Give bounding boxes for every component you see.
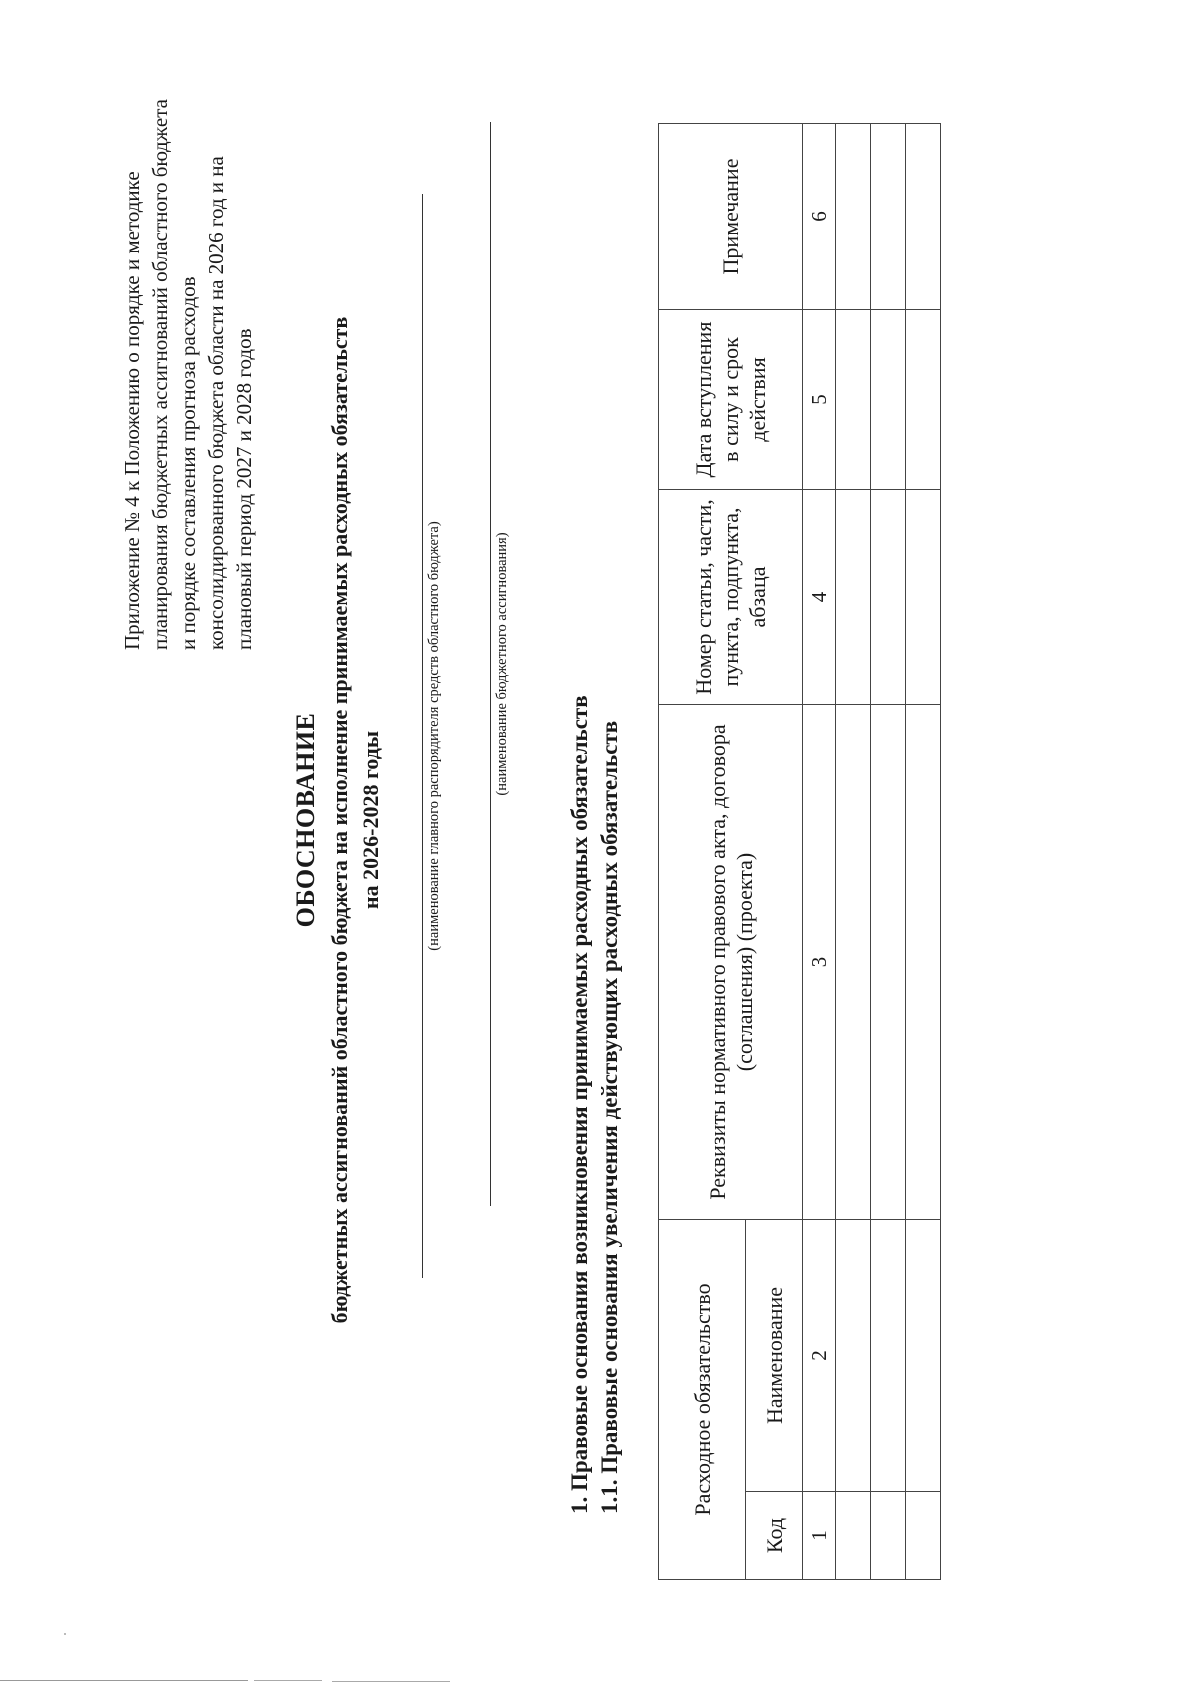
scan-artifact-line <box>254 1680 322 1681</box>
table-cell <box>906 1219 941 1491</box>
table-row <box>836 123 871 1579</box>
table-cell <box>906 123 941 309</box>
table-cell <box>906 309 941 489</box>
table-cell <box>836 1219 871 1491</box>
header-obligation-group: Расходное обязательство <box>659 1219 746 1579</box>
table-row <box>906 123 941 1579</box>
column-number: 1 <box>803 1492 836 1580</box>
table-cell <box>836 309 871 489</box>
header-requisites: Реквизиты нормативного правового акта, договора (соглашения) (проекта) <box>659 704 803 1219</box>
obligations-table <box>658 123 941 1580</box>
column-number: 4 <box>803 489 836 704</box>
title-line-3: на 2026-2028 годы <box>358 730 383 910</box>
table-cell <box>871 1219 906 1491</box>
section-1-1-heading: 1.1. Правовые основания увеличения действующих расходных обязательств <box>597 720 622 1514</box>
column-numbers-row <box>803 123 836 1579</box>
column-number: 3 <box>803 704 836 1219</box>
table-cell <box>871 489 906 704</box>
manager-field-caption: (наименование главного распорядителя средств областного бюджета) <box>426 521 442 951</box>
table-cell <box>871 704 906 1219</box>
scan-artifact-line <box>0 1680 248 1681</box>
table-cell <box>906 704 941 1219</box>
scan-artifact-dot <box>64 1633 66 1635</box>
table-cell <box>906 489 941 704</box>
allocation-field-line <box>490 122 491 1206</box>
scan-artifact-line <box>332 1681 450 1682</box>
column-number: 2 <box>803 1219 836 1491</box>
header-date: Дата вступления в силу и срок действия <box>659 309 803 489</box>
manager-field-line <box>422 194 423 1278</box>
document-title <box>288 20 386 1620</box>
header-name: Наименование <box>746 1219 803 1491</box>
column-number: 6 <box>803 123 836 309</box>
table-cell <box>871 1492 906 1580</box>
table-cell <box>871 309 906 489</box>
section-1-heading: 1. Правовые основания возникновения принимаемых расходных обязательств <box>567 695 592 1514</box>
table-row <box>871 123 906 1579</box>
header-code: Код <box>746 1492 803 1580</box>
appendix-note: Приложение № 4 к Положению о порядке и методике планирования бюджетных ассигнований областного бюджета и порядке составления прогноза расходов консолидированного бюджета области на 2026 год и на плановый период 2027 и 2028 годов <box>120 99 256 650</box>
title-line-2: бюджетных ассигнований областного бюджета на исполнение принимаемых расходных обязательств <box>327 316 352 1324</box>
header-note: Примечание <box>659 123 803 309</box>
document-page <box>10 60 1200 1620</box>
allocation-field-caption: (наименование бюджетного ассигнования) <box>494 532 510 796</box>
table-cell <box>871 123 906 309</box>
table-cell <box>836 704 871 1219</box>
table-header-row <box>659 123 746 1579</box>
table-cell <box>836 489 871 704</box>
title-main: ОБОСНОВАНИЕ <box>291 712 320 928</box>
column-number: 5 <box>803 309 836 489</box>
header-article: Номер статьи, части, пункта, подпункта, абзаца <box>659 489 803 704</box>
table-cell <box>906 1492 941 1580</box>
table-cell <box>836 1492 871 1580</box>
table-cell <box>836 123 871 309</box>
